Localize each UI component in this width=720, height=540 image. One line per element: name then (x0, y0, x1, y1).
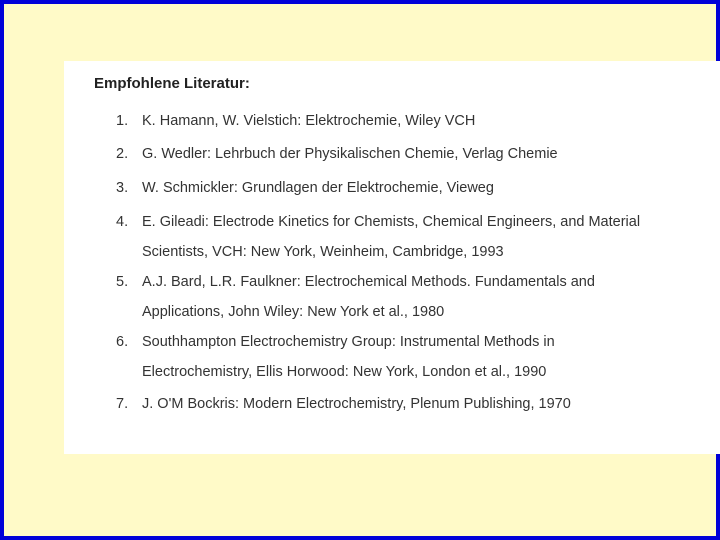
reference-item-5 (116, 267, 706, 327)
reference-number: 6. (116, 334, 129, 350)
content-panel (64, 61, 720, 454)
reference-number: 7. (116, 396, 129, 412)
reference-text: W. Schmickler: Grundlagen der Elektrochemie, Vieweg (142, 180, 494, 196)
reference-item-1 (116, 106, 706, 136)
reference-number: 1. (116, 113, 129, 129)
reference-text: J. O'M Bockris: Modern Electrochemistry, Plenum Publishing, 1970 (142, 396, 571, 412)
reference-item-4 (116, 207, 706, 267)
reference-text: A.J. Bard, L.R. Faulkner: Electrochemical Methods. Fundamentals and Applications, John Wiley: New York et al., 1980 (142, 274, 595, 320)
reference-text: Southhampton Electrochemistry Group: Instrumental Methods in Electrochemistry, Ellis Horwood: New York, London et al., 1990 (142, 334, 555, 380)
reference-text: K. Hamann, W. Vielstich: Elektrochemie, Wiley VCH (142, 113, 476, 129)
reference-text: E. Gileadi: Electrode Kinetics for Chemists, Chemical Engineers, and Material Scientists, VCH: New York, Weinheim, Cambridge, 1993 (142, 214, 641, 260)
reference-item-6 (116, 327, 706, 387)
reference-number: 5. (116, 274, 129, 290)
literature-heading: Empfohlene Literatur: (94, 75, 250, 92)
reference-item-2 (116, 139, 706, 169)
reference-number: 3. (116, 180, 129, 196)
reference-item-3 (116, 173, 706, 203)
reference-number: 4. (116, 214, 129, 230)
reference-number: 2. (116, 146, 129, 162)
reference-text: G. Wedler: Lehrbuch der Physikalischen Chemie, Verlag Chemie (142, 146, 558, 162)
reference-item-7 (116, 389, 706, 419)
